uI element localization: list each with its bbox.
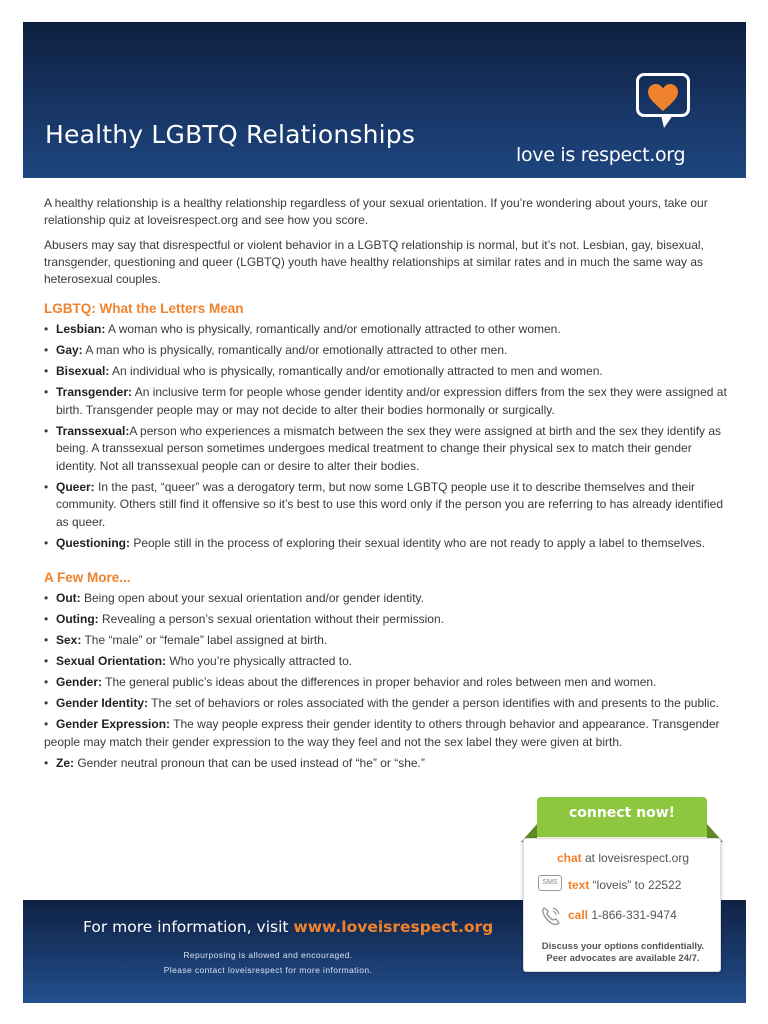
heart-icon	[648, 84, 678, 112]
connect-now-tab	[537, 797, 707, 837]
logo-dot: .	[649, 144, 655, 166]
connect-card	[523, 838, 721, 972]
phone-icon	[540, 905, 562, 927]
list-item: • Out: Being open about your sexual orientation and/or gender identity.	[44, 590, 734, 608]
intro-paragraph-2: Abusers may say that disrespectful or violent behavior in a LGBTQ relationship is normal, but it’s not. Lesbian, gay, bisexual, transgender, questioning and queer (LGBTQ) youth have healthy relationships at similar rates and in much the same way as heterosexual couples.	[44, 238, 704, 286]
list-item: • Transgender: An inclusive term for people whose gender identity and/or expression differs from the sex they were assigned at birth. Transgender people may or may not decide to alter their bodies hormonally or surgically.	[44, 384, 734, 419]
list-item: • Gender Expression: The way people express their gender identity to others through behavior and appearance. Transgender people may match their gender expression to the way they feel and not the sex label they were given at birth.	[44, 716, 734, 751]
text-row[interactable]: text “loveis” to 22522	[568, 878, 682, 892]
list-item: • Gender: The general public’s ideas about the differences in proper behavior and roles between men and women.	[44, 674, 734, 692]
more-terms-list	[44, 590, 734, 773]
logo-text-main: love is respect	[516, 144, 650, 166]
section-title-more: A Few More...	[44, 569, 131, 585]
footer-visit-text: For more information, visit www.loveisrespect.org	[83, 918, 494, 936]
chat-row[interactable]: chat at loveisrespect.org	[556, 851, 690, 865]
speech-bubble-tail-icon	[660, 115, 674, 129]
loveisrespect-logo	[516, 70, 716, 166]
list-item: • Lesbian: A woman who is physically, romantically and/or emotionally attracted to other women.	[44, 321, 734, 339]
logo-text-org: org	[654, 144, 686, 166]
list-item: • Outing: Revealing a person’s sexual orientation without their permission.	[44, 611, 734, 629]
card-note-line-2: Peer advocates are available 24/7.	[546, 953, 700, 964]
card-note-line-1: Discuss your options confidentially.	[541, 941, 705, 952]
document-body	[44, 195, 734, 776]
list-item: • Gay: A man who is physically, romantically and/or emotionally attracted to other men.	[44, 342, 734, 360]
list-item: • Ze: Gender neutral pronoun that can be used instead of “he” or “she.”	[44, 755, 734, 773]
call-row[interactable]: call 1-866-331-9474	[568, 908, 677, 922]
list-item: • Bisexual: An individual who is physically, romantically and/or emotionally attracted to men and women.	[44, 363, 734, 381]
footer-note-line-2: Please contact loveisrespect for more information.	[163, 965, 373, 975]
list-item: • Sexual Orientation: Who you’re physically attracted to.	[44, 653, 734, 671]
section-title-letters: LGBTQ: What the Letters Mean	[44, 301, 244, 316]
letters-list	[44, 321, 734, 553]
page-title: Healthy LGBTQ Relationships	[45, 120, 416, 149]
list-item: • Gender Identity: The set of behaviors or roles associated with the gender a person identifies with and presents to the public.	[44, 695, 734, 713]
logo-wordmark	[516, 144, 685, 166]
footer-website-link[interactable]: www.loveisrespect.org	[293, 918, 494, 936]
intro-paragraph-1: A healthy relationship is a healthy relationship regardless of your sexual orientation. If you’re wondering about yours, take our relationship quiz at loveisrespect.org and see how you score.	[44, 196, 708, 227]
list-item: • Questioning: People still in the process of exploring their sexual identity who are not ready to apply a label to themselves.	[44, 535, 734, 553]
list-item: • Transsexual:A person who experiences a mismatch between the sex they were assigned at birth and the sex they identify as being. A transsexual person sometimes undergoes medical treatment to change their physical sex to match their gender identity. Not all transsexual people can or desire to alter their bodies.	[44, 423, 734, 476]
connect-now-label: connect now!	[568, 805, 676, 821]
sms-icon: SMS	[538, 875, 562, 891]
footer-note-line-1: Repurposing is allowed and encouraged.	[183, 950, 353, 960]
header-banner	[23, 22, 746, 178]
list-item: • Sex: The “male” or “female” label assigned at birth.	[44, 632, 734, 650]
list-item: • Queer: In the past, “queer” was a derogatory term, but now some LGBTQ people use it to describe themselves and their community. Others still find it offensive so it’s best to use this word only if the person you are referring to has already identified as queer.	[44, 479, 734, 532]
